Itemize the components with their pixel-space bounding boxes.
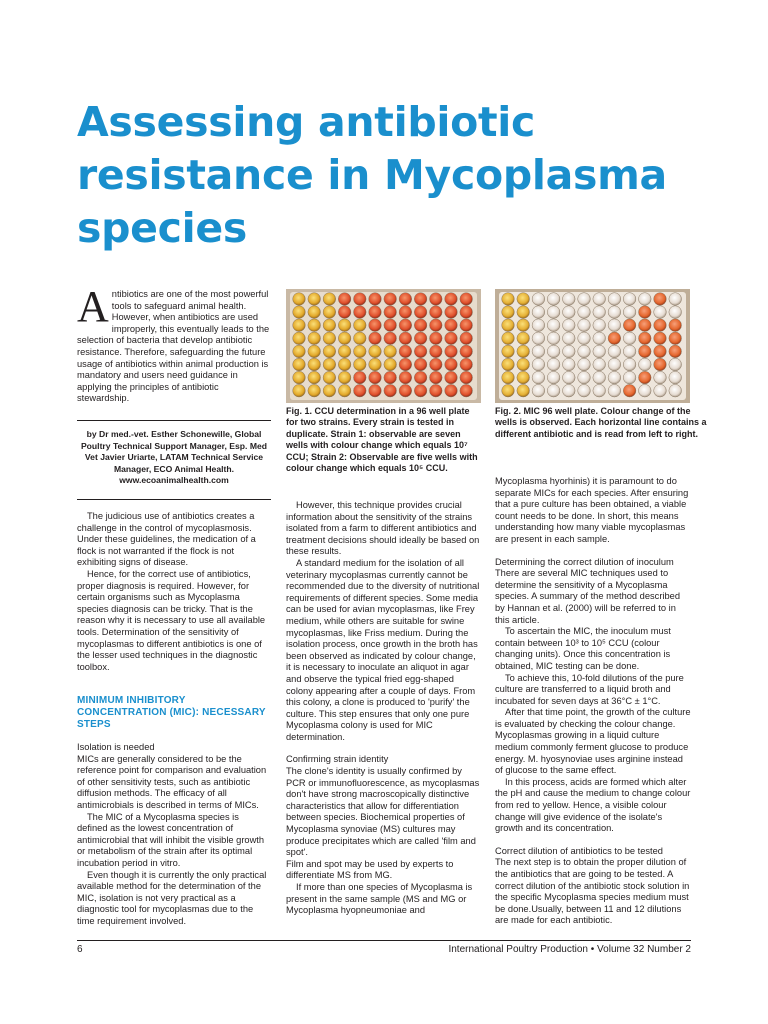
plate-well <box>430 384 443 397</box>
plate-well <box>639 371 652 384</box>
plate-well <box>623 345 636 358</box>
plate-well <box>445 371 458 384</box>
plate-well <box>354 345 367 358</box>
plate-well <box>547 384 560 397</box>
body-paragraph: Film and spot may be used by experts to differentiate MS from MG. <box>286 858 454 881</box>
body-paragraph: A standard medium for the isolation of all veterinary mycoplasmas currently cannot be recommended due to the diversity of nutritional requirements of different species. Some media can be used for avian mycoplasmas, like Frey medium, while others are suitable for swine mycoplasmas, like Friss medium. During the isolation process, once growth in the broth has been observed as indicated by colour change, it is necessary to inoculate an aliquot in agar and observe the typical fried egg-shaped colony appearing after a couple of days. From this colony, a clone is produced to 'purify' the culture. This step ensures that only one pure Mycoplasma colony is used for MIC determination. <box>286 557 480 742</box>
plate-well <box>399 293 412 306</box>
plate-well <box>623 319 636 332</box>
plate-well <box>430 345 443 358</box>
plate-well <box>338 293 351 306</box>
subheading-strain-identity: Confirming strain identity <box>286 754 389 765</box>
column-1 <box>77 511 271 928</box>
column-3 <box>495 476 691 927</box>
plate-well <box>563 319 576 332</box>
plate-well <box>593 319 606 332</box>
plate-well <box>460 332 473 345</box>
plate-well <box>547 371 560 384</box>
plate-well <box>578 371 591 384</box>
plate-well <box>593 371 606 384</box>
plate-well <box>563 345 576 358</box>
plate-well <box>384 345 397 358</box>
plate-well <box>502 319 515 332</box>
body-paragraph: If more than one species of Mycoplasma is present in the same sample (MS and MG or Mycoplasma hyopneumoniae and <box>286 882 473 916</box>
plate-well <box>460 384 473 397</box>
plate-well <box>532 293 545 306</box>
plate-well <box>654 345 667 358</box>
plate-well <box>502 345 515 358</box>
plate-well <box>654 332 667 345</box>
body-paragraph: There are several MIC techniques used to determine the sensitivity of a Mycoplasma species. A summary of the method described by Hannan et al. (2000) will be referred to in this article. <box>495 568 680 625</box>
plate-well <box>639 306 652 319</box>
plate-well <box>547 293 560 306</box>
plate-well <box>323 293 336 306</box>
plate-well <box>399 319 412 332</box>
plate-well <box>293 345 306 358</box>
plate-well <box>308 358 321 371</box>
plate-well <box>399 306 412 319</box>
body-paragraph: To achieve this, 10-fold dilutions of the pure culture are transferred to a liquid broth and incubated for seven days at 36°C ± 1°C. <box>495 672 684 706</box>
plate-well <box>399 358 412 371</box>
plate-well <box>593 345 606 358</box>
plate-well <box>502 371 515 384</box>
plate-well <box>623 358 636 371</box>
subheading-isolation: Isolation is needed <box>77 742 155 753</box>
plate-well <box>369 319 382 332</box>
plate-well <box>414 358 427 371</box>
plate-well <box>460 358 473 371</box>
plate-well <box>517 306 530 319</box>
plate-well <box>460 306 473 319</box>
figure-1-image <box>286 289 481 403</box>
plate-well <box>517 345 530 358</box>
plate-well <box>354 371 367 384</box>
byline: by Dr med.-vet. Esther Schonewille, Global Poultry Technical Support Manager, Esp. Med Vet Javier Uriarte, LATAM Technical Service Manager, ECO Animal Health. www.ecoanimalhealth.com <box>80 429 268 486</box>
plate-well <box>578 332 591 345</box>
plate-well <box>608 371 621 384</box>
plate-well <box>369 358 382 371</box>
plate-well <box>308 384 321 397</box>
plate-well <box>654 293 667 306</box>
byline-top-divider <box>77 420 271 421</box>
plate-well <box>639 358 652 371</box>
plate-well <box>502 293 515 306</box>
plate-well <box>517 371 530 384</box>
plate-well <box>623 384 636 397</box>
plate-well <box>563 332 576 345</box>
plate-well <box>354 293 367 306</box>
plate-well <box>308 306 321 319</box>
plate-well <box>445 345 458 358</box>
plate-well <box>384 358 397 371</box>
plate-well <box>547 306 560 319</box>
plate-well <box>323 319 336 332</box>
plate-well <box>369 371 382 384</box>
plate-well <box>384 332 397 345</box>
plate-well <box>669 345 682 358</box>
plate-well <box>578 319 591 332</box>
plate-well <box>293 293 306 306</box>
plate-well <box>608 293 621 306</box>
plate-well <box>593 358 606 371</box>
plate-well <box>502 332 515 345</box>
plate-well <box>323 384 336 397</box>
plate-well <box>338 384 351 397</box>
plate-well <box>369 384 382 397</box>
plate-well <box>460 345 473 358</box>
plate-well <box>338 319 351 332</box>
subheading-antibiotic-dilution: Correct dilution of antibiotics to be tested <box>495 845 663 856</box>
body-paragraph: The MIC of a Mycoplasma species is defined as the lowest concentration of antimicrobial that will inhibit the visible growth or metabolism of the strain after its optimal incubation period in vitro. <box>77 811 265 869</box>
page-number: 6 <box>77 944 83 955</box>
plate-well <box>608 332 621 345</box>
byline-bottom-divider <box>77 499 271 500</box>
plate-well <box>547 332 560 345</box>
plate-well <box>430 358 443 371</box>
lead-paragraph <box>77 282 271 405</box>
plate-well <box>502 358 515 371</box>
plate-well <box>669 384 682 397</box>
plate-well <box>563 371 576 384</box>
plate-well <box>669 319 682 332</box>
body-paragraph: However, this technique provides crucial information about the sensitivity of the strains isolated from a farm to different antibiotics and treatment decisions should ideally be based on these results. <box>286 500 480 557</box>
plate-well <box>563 306 576 319</box>
plate-well <box>669 371 682 384</box>
plate-well <box>460 293 473 306</box>
figure-2-image <box>495 289 690 403</box>
plate-well <box>608 345 621 358</box>
plate-well <box>369 345 382 358</box>
plate-well <box>547 319 560 332</box>
plate-well <box>430 332 443 345</box>
plate-well <box>669 332 682 345</box>
plate-well <box>532 358 545 371</box>
plate-well <box>338 345 351 358</box>
plate-well <box>354 384 367 397</box>
plate-well <box>578 384 591 397</box>
plate-well <box>384 371 397 384</box>
plate-well <box>445 332 458 345</box>
plate-well <box>293 332 306 345</box>
plate-well <box>293 371 306 384</box>
plate-well <box>547 358 560 371</box>
plate-well <box>639 319 652 332</box>
publication-info: International Poultry Production • Volume 32 Number 2 <box>448 944 691 955</box>
plate-well <box>293 319 306 332</box>
plate-well <box>532 332 545 345</box>
plate-well <box>608 384 621 397</box>
plate-well <box>445 306 458 319</box>
plate-well <box>354 306 367 319</box>
plate-well <box>414 371 427 384</box>
plate-well <box>517 384 530 397</box>
plate-well <box>608 358 621 371</box>
body-paragraph: Hence, for the correct use of antibiotics, proper diagnosis is required. However, for certain organisms such as Mycoplasma species diagnosis can be tricky. That is the reason why it is necessary to use all available tools. Determination of the sensitivity of mycoplasmas to different antibiotics is one of the lesser used techniques in the diagnostic toolbox. <box>77 568 266 672</box>
plate-well <box>399 384 412 397</box>
lead-text: ntibiotics are one of the most powerful tools to safeguard animal health. However, when antibiotics are used improperly, this eventually leads to the selection of bacteria that develop antibiotic resistance. Therefore, safeguarding the future usage of antibiotics within animal production is mandatory and users need guidance in applying the principles of antibiotic stewardship. <box>77 289 270 404</box>
plate-well <box>308 371 321 384</box>
plate-well <box>308 332 321 345</box>
plate-well <box>563 384 576 397</box>
figure-1-caption: Fig. 1. CCU determination in a 96 well plate for two strains. Every strain is tested in duplicate. Strain 1: observable are seven wells with colour change which equals 10⁷ CCU; Strain 2: Observable are five wells with colour change which equals 10⁵ CCU. <box>286 406 478 474</box>
column-2 <box>286 500 481 917</box>
plate-well <box>414 345 427 358</box>
plate-well <box>445 293 458 306</box>
body-paragraph: The clone's identity is usually confirmed by PCR or immunofluorescence, as mycoplasmas don't have strong macroscopically distinctive characteristics that allow for differentiation between species. Biochemical properties of Mycoplasma synoviae (MS) cultures may produce precipitates which are called 'film and spot'. <box>286 766 480 858</box>
plate-well <box>384 384 397 397</box>
plate-well <box>532 371 545 384</box>
plate-well <box>399 371 412 384</box>
plate-well <box>623 371 636 384</box>
body-paragraph: To ascertain the MIC, the inoculum must contain between 10³ to 10⁵ CCU (colour changing units). Once this concentration is obtained, MIC testing can be done. <box>495 626 671 671</box>
plate-well <box>460 319 473 332</box>
plate-well <box>563 293 576 306</box>
plate-well <box>532 345 545 358</box>
plate-well <box>669 293 682 306</box>
plate-well <box>369 306 382 319</box>
plate-well <box>369 293 382 306</box>
plate-well <box>384 319 397 332</box>
drop-cap: A <box>77 282 109 331</box>
plate-well <box>608 306 621 319</box>
body-paragraph: In this process, acids are formed which alter the pH and cause the medium to change colour from red to yellow. Hence, a visible colour change will give evidence of the isolate's growth and its concentration. <box>495 776 691 834</box>
plate-well <box>532 384 545 397</box>
plate-well <box>399 332 412 345</box>
plate-well <box>517 358 530 371</box>
plate-well <box>293 306 306 319</box>
plate-well <box>517 319 530 332</box>
plate-well <box>623 306 636 319</box>
plate-well <box>430 371 443 384</box>
plate-well <box>430 306 443 319</box>
plate-well <box>654 306 667 319</box>
plate-well <box>639 384 652 397</box>
plate-well <box>532 306 545 319</box>
plate-well <box>593 384 606 397</box>
plate-well <box>445 384 458 397</box>
plate-well <box>338 358 351 371</box>
plate-well <box>445 358 458 371</box>
plate-well <box>639 332 652 345</box>
plate-well <box>414 319 427 332</box>
plate-well <box>323 332 336 345</box>
plate-well <box>369 332 382 345</box>
plate-well <box>338 306 351 319</box>
plate-well <box>547 345 560 358</box>
plate-well <box>338 332 351 345</box>
plate-well <box>323 371 336 384</box>
figure-2-caption: Fig. 2. MIC 96 well plate. Colour change of the wells is observed. Each horizontal line contains a different antibiotic and is read from left to right. <box>495 406 707 439</box>
plate-well <box>517 332 530 345</box>
article-title: Assessing antibiotic resistance in Mycoplasma species <box>77 98 667 252</box>
plate-well <box>578 345 591 358</box>
plate-well <box>338 371 351 384</box>
plate-well <box>502 306 515 319</box>
plate-well <box>517 293 530 306</box>
plate-well <box>308 293 321 306</box>
body-paragraph: The next step is to obtain the proper dilution of the antibiotics that are going to be tested. A correct dilution of the antibiotic stock solution in the specific Mycoplasma species medium must be done.Usually, between 11 and 12 dilutions are made for each antibiotic. <box>495 857 690 926</box>
plate-well <box>639 293 652 306</box>
plate-well <box>323 345 336 358</box>
section-heading-mic: MINIMUM INHIBITORY CONCENTRATION (MIC): NECESSARY STEPS <box>77 695 266 730</box>
plate-well <box>502 384 515 397</box>
subheading-inoculum-dilution: Determining the correct dilution of inoculum <box>495 556 674 567</box>
plate-well <box>654 358 667 371</box>
plate-well <box>308 319 321 332</box>
plate-well <box>593 293 606 306</box>
plate-well <box>323 358 336 371</box>
plate-well <box>430 293 443 306</box>
plate-well <box>399 345 412 358</box>
plate-well <box>608 319 621 332</box>
plate-well <box>354 319 367 332</box>
plate-well <box>623 332 636 345</box>
plate-well <box>532 319 545 332</box>
body-paragraph: After that time point, the growth of the culture is evaluated by checking the colour change. Mycoplasmas growing in a liquid culture medium commonly ferment glucose to produce energy. M. hyosynoviae uses arginine instead of glucose to the same effect. <box>495 707 691 776</box>
plate-well <box>384 293 397 306</box>
plate-well <box>414 384 427 397</box>
plate-well <box>593 332 606 345</box>
plate-well <box>414 306 427 319</box>
plate-well <box>593 306 606 319</box>
plate-well <box>354 358 367 371</box>
plate-well <box>639 345 652 358</box>
plate-well <box>354 332 367 345</box>
plate-well <box>669 306 682 319</box>
body-paragraph: The judicious use of antibiotics creates a challenge in the control of mycoplasmosis. Under these guidelines, the medication of a flock is not warranted if the flock is not exhibiting signs of disease. <box>77 511 256 568</box>
plate-well <box>430 319 443 332</box>
plate-well <box>460 371 473 384</box>
footer-divider <box>77 940 691 941</box>
plate-well <box>414 332 427 345</box>
plate-well <box>654 371 667 384</box>
plate-well <box>578 306 591 319</box>
plate-well <box>384 306 397 319</box>
plate-well <box>563 358 576 371</box>
plate-well <box>308 345 321 358</box>
plate-well <box>414 293 427 306</box>
plate-well <box>654 319 667 332</box>
plate-well <box>578 293 591 306</box>
plate-well <box>654 384 667 397</box>
plate-well <box>445 319 458 332</box>
plate-well <box>623 293 636 306</box>
plate-well <box>323 306 336 319</box>
plate-well <box>293 384 306 397</box>
body-paragraph: Even though it is currently the only practical available method for the determination of the MIC, isolation is not very practical as a diagnostic tool for mycoplasmas due to the time requirement involved. <box>77 869 267 926</box>
body-paragraph: Mycoplasma hyorhinis) it is paramount to do separate MICs for each species. After ensuring that a pure culture has been obtained, a viable count needs to be done. In short, this means understanding how many viable mycoplasmas are present in each sample. <box>495 476 689 544</box>
plate-well <box>293 358 306 371</box>
body-paragraph: MICs are generally considered to be the reference point for comparison and evaluation of other sensitivity tests, such as antibiotic diffusion methods. The efficacy of all antimicrobials is described in terms of MICs. <box>77 753 267 811</box>
plate-well <box>669 358 682 371</box>
plate-well <box>578 358 591 371</box>
